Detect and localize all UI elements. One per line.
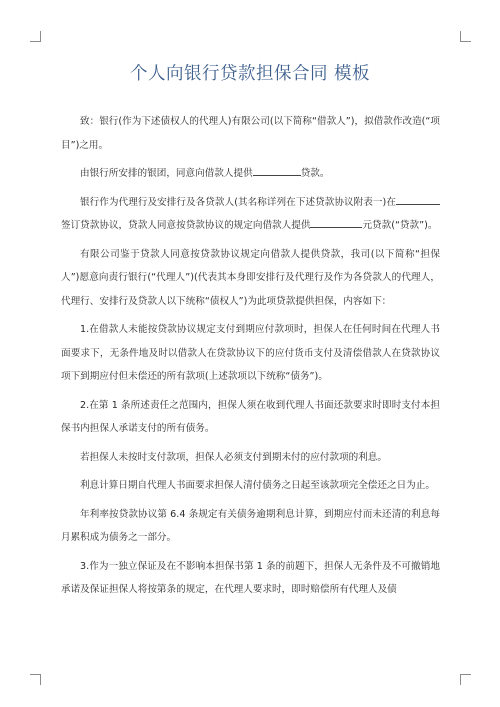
date-blank xyxy=(396,192,418,205)
paragraph-text: 签订贷款协议，贷款人同意按贷款协议的规定向借款人提供 xyxy=(61,220,311,231)
crop-mark-bottom-right xyxy=(460,674,471,685)
crop-mark-bottom-left xyxy=(30,674,41,685)
amount-blank xyxy=(253,163,301,176)
paragraph-guarantor-intro: 有限公司鉴于贷款人同意按贷款协议规定向借款人提供贷款，我司(以下简称“担保人”)愿意向责行银行(“代理人”)(代表其本身即安排行及代理行及作为各贷款人的代理人，代理行、安排行及贷款人以下统称“债权人”)为此项贷款提供担保，内容如下： xyxy=(61,248,440,307)
paragraph-agent-bank xyxy=(61,191,440,238)
paragraph-text: 银行作为代理行及安排行及各贷款人(其名称详列在下述贷款协议附表一)在 xyxy=(80,196,396,208)
crop-mark-top-left xyxy=(30,31,41,42)
paragraph-addressee: 致：银行(作为下述债权人的代理人)有限公司(以下简称“借款人”)，拟借款作改造(“项目”)之用。 xyxy=(61,116,440,151)
clause-3: 3.作为一独立保证及在不影响本担保书第 1 条的前题下，担保人无条件及不可撤销地承诺及保证担保人将按第条的规定，在代理人要求时，即时赔偿所有代理人及债 xyxy=(61,560,440,595)
paragraph-syndicate xyxy=(61,162,440,186)
paragraph-text: 元贷款(“贷款”)。 xyxy=(362,220,438,231)
paragraph-late-interest: 若担保人未按时支付款项，担保人必须支付到期未付的应付款项的利息。 xyxy=(80,451,387,463)
amount-blank xyxy=(310,215,362,228)
paragraph-interest-period: 利息计算日期自代理人书面要求担保人清付债务之日起至该款项完全偿还之日为止。 xyxy=(80,480,435,491)
clause-1: 1.在借款人未能按贷款协议规定支付到期应付款项时，担保人在任何时间在代理人书面要求下，无条件地及时以借款人在贷款协议下的应付货币支付及清偿借款人在贷款协议项下到期应付但未偿还的所有款项(上述款项以下统称“债务”)。 xyxy=(61,324,440,382)
paragraph-text: 贷款。 xyxy=(300,168,330,179)
crop-mark-top-right xyxy=(460,31,471,42)
paragraph-interest-rate: 年利率按贷款协议第 6.4 条规定有关债务逾期利息计算，到期应付而未还清的利息每月累积成为债务之一部分。 xyxy=(61,508,440,543)
clause-2: 2.在第 1 条所述责任之范围内，担保人须在收到代理人书面还款要求时即时支付本担保书内担保人承诺支付的所有债务。 xyxy=(61,399,440,434)
document-body xyxy=(61,110,440,607)
date-blank xyxy=(418,192,440,205)
paragraph-text: 由银行所安排的银团，同意向借款人提供 xyxy=(80,168,253,179)
document-title: 个人向银行贷款担保合同 模板 xyxy=(129,64,371,84)
